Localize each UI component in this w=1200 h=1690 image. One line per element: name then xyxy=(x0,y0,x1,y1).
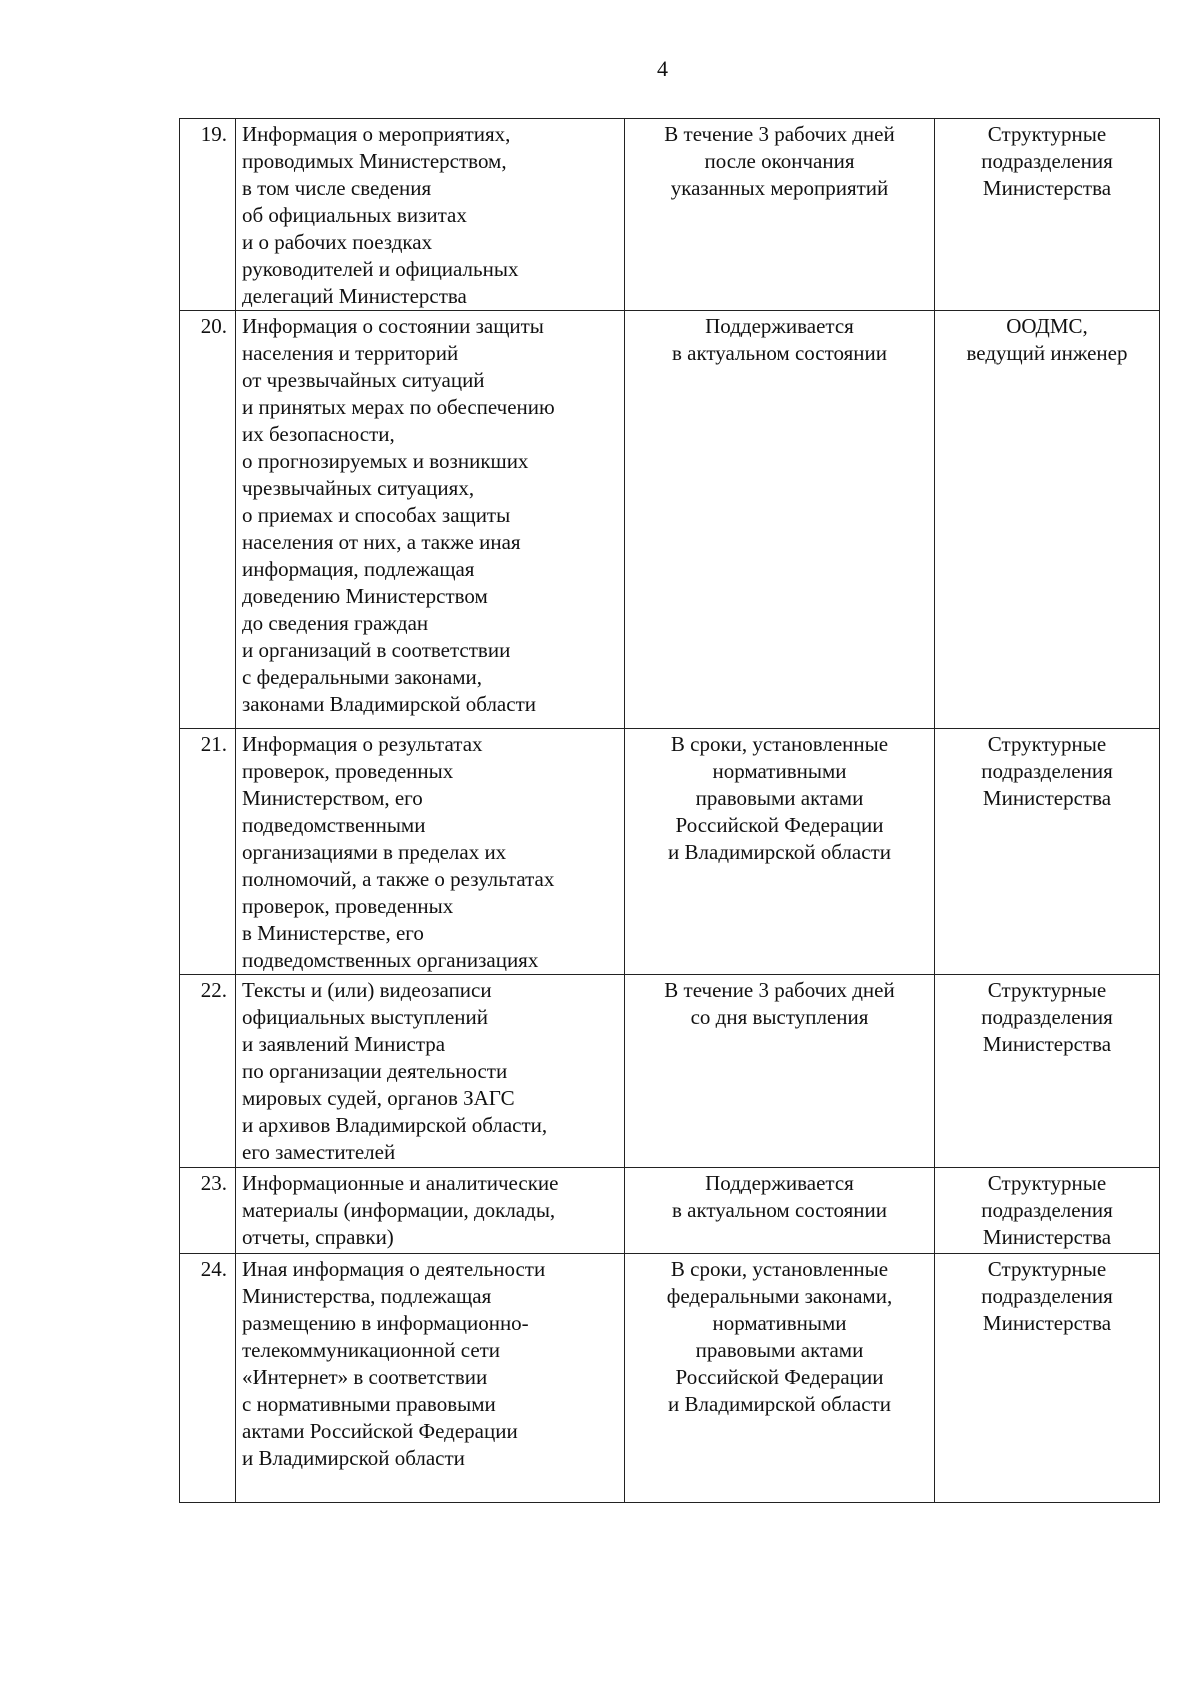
table-row xyxy=(180,1168,1160,1254)
row-description: Тексты и (или) видеозаписи официальных выступлений и заявлений Министра по организации деятельности мировых судей, органов ЗАГС и архивов Владимирской области, его заместителей xyxy=(236,975,625,1168)
row-responsible: ООДМС, ведущий инженер xyxy=(935,311,1160,729)
row-description: Иная информация о деятельности Министерства, подлежащая размещению в информационно- телекоммуникационной сети «Интернет» в соответствии с нормативными правовыми актами Российской Федерации и Владимирской области xyxy=(236,1254,625,1503)
row-term: В течение 3 рабочих дней после окончания указанных мероприятий xyxy=(625,119,935,311)
row-term: В сроки, установленные федеральными законами, нормативными правовыми актами Российской Федерации и Владимирской области xyxy=(625,1254,935,1503)
row-number: 21. xyxy=(180,729,236,975)
row-description: Информация о состоянии защиты населения и территорий от чрезвычайных ситуаций и принятых мерах по обеспечению их безопасности, о прогнозируемых и возникших чрезвычайных ситуациях, о приемах и способах защиты населения от них, а также иная информация, подлежащая доведению Министерством до сведения граждан и организаций в соответствии с федеральными законами, законами Владимирской области xyxy=(236,311,625,729)
row-number: 23. xyxy=(180,1168,236,1254)
row-number: 20. xyxy=(180,311,236,729)
row-responsible: Структурные подразделения Министерства xyxy=(935,975,1160,1168)
information-table xyxy=(179,118,1160,1503)
table-row xyxy=(180,311,1160,729)
row-responsible: Структурные подразделения Министерства xyxy=(935,729,1160,975)
row-term: В сроки, установленные нормативными правовыми актами Российской Федерации и Владимирской области xyxy=(625,729,935,975)
row-term: В течение 3 рабочих дней со дня выступления xyxy=(625,975,935,1168)
table-row xyxy=(180,119,1160,311)
row-description: Информационные и аналитические материалы (информации, доклады, отчеты, справки) xyxy=(236,1168,625,1254)
row-term: Поддерживается в актуальном состоянии xyxy=(625,311,935,729)
row-responsible: Структурные подразделения Министерства xyxy=(935,1168,1160,1254)
row-responsible: Структурные подразделения Министерства xyxy=(935,119,1160,311)
row-responsible: Структурные подразделения Министерства xyxy=(935,1254,1160,1503)
row-number: 19. xyxy=(180,119,236,311)
table-row xyxy=(180,1254,1160,1503)
row-number: 22. xyxy=(180,975,236,1168)
table-row xyxy=(180,729,1160,975)
row-description: Информация о результатах проверок, проведенных Министерством, его подведомственными организациями в пределах их полномочий, а также о результатах проверок, проведенных в Министерстве, его подведомственных организациях xyxy=(236,729,625,975)
row-description: Информация о мероприятиях, проводимых Министерством, в том числе сведения об официальных визитах и о рабочих поездках руководителей и официальных делегаций Министерства xyxy=(236,119,625,311)
row-term: Поддерживается в актуальном состоянии xyxy=(625,1168,935,1254)
table-row xyxy=(180,975,1160,1168)
row-number: 24. xyxy=(180,1254,236,1503)
page-number: 4 xyxy=(657,56,668,81)
